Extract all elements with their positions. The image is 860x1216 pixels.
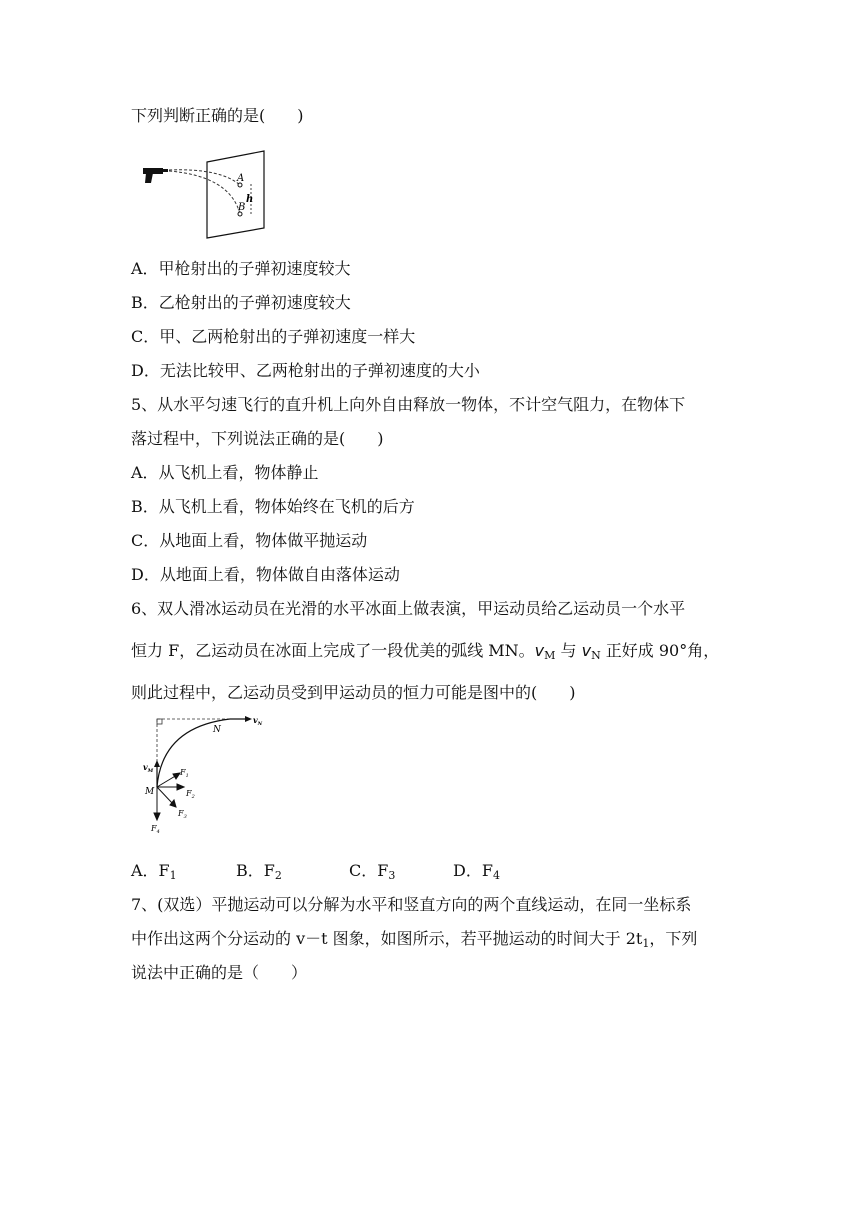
q6-figure — [140, 712, 275, 837]
q4-option-b: B．乙枪射出的子弹初速度较大 — [131, 293, 351, 312]
q6-option-a: A．F1 — [131, 861, 177, 882]
q5-option-a: A．从飞机上看，物体静止 — [131, 463, 319, 482]
q6-option-c: C．F3 — [349, 861, 396, 882]
q6-stem-line3: 则此过程中，乙运动员受到甲运动员的恒力可能是图中的( ) — [131, 683, 576, 702]
label-f3: $F_3$ — [178, 809, 187, 820]
gun-icon — [143, 168, 168, 183]
label-f2: $F_2$ — [186, 789, 195, 800]
q4-figure — [140, 148, 270, 243]
label-n: N — [213, 725, 221, 735]
q7-stem-line3: 说法中正确的是（ ） — [131, 963, 308, 982]
q7-stem-line1: 7、(双选）平抛运动可以分解为水平和竖直方向的两个直线运动，在同一坐标系 — [131, 895, 692, 914]
label-vm: $v_M$ — [143, 762, 154, 774]
q5-stem-line1: 5、从水平匀速飞行的直升机上向外自由释放一物体，不计空气阻力，在物体下 — [131, 395, 686, 414]
q5-option-c: C．从地面上看，物体做平抛运动 — [131, 531, 368, 550]
q4-stem: 下列判断正确的是( ) — [131, 106, 304, 125]
q6-stem-line1: 6、双人滑冰运动员在光滑的水平冰面上做表演，甲运动员给乙运动员一个水平 — [131, 599, 686, 618]
q6-option-d: D．F4 — [453, 861, 500, 882]
label-b: B — [238, 202, 246, 213]
q5-option-b: B．从飞机上看，物体始终在飞机的后方 — [131, 497, 415, 516]
label-m: M — [145, 787, 155, 797]
label-vn: $v_N$ — [253, 715, 263, 727]
q4-option-c: C．甲、乙两枪射出的子弹初速度一样大 — [131, 327, 416, 346]
q6-stem-line2: 恒力 F，乙运动员在冰面上完成了一段优美的弧线 MN。$v_M$ 与 $v_N$ 正好成 90°角， — [131, 641, 720, 662]
label-f4: $F_4$ — [151, 824, 160, 835]
q6-options — [131, 861, 500, 886]
q4-option-a: A．甲枪射出的子弹初速度较大 — [131, 259, 351, 278]
trajectory-b — [169, 171, 240, 214]
label-h: h — [246, 194, 254, 205]
q6-option-b: B．F2 — [236, 861, 282, 882]
q4-option-d: D．无法比较甲、乙两枪射出的子弹初速度的大小 — [131, 361, 480, 380]
target-board — [207, 151, 264, 238]
q5-option-d: D．从地面上看，物体做自由落体运动 — [131, 565, 400, 584]
label-f1: $F_1$ — [180, 768, 189, 779]
label-a: A — [237, 173, 245, 184]
q5-stem-line2: 落过程中，下列说法正确的是( ) — [131, 429, 384, 448]
q7-stem-line2: 中作出这两个分运动的 v－t 图象，如图所示，若平抛运动的时间大于 $2t_1$，下列 — [131, 929, 698, 950]
